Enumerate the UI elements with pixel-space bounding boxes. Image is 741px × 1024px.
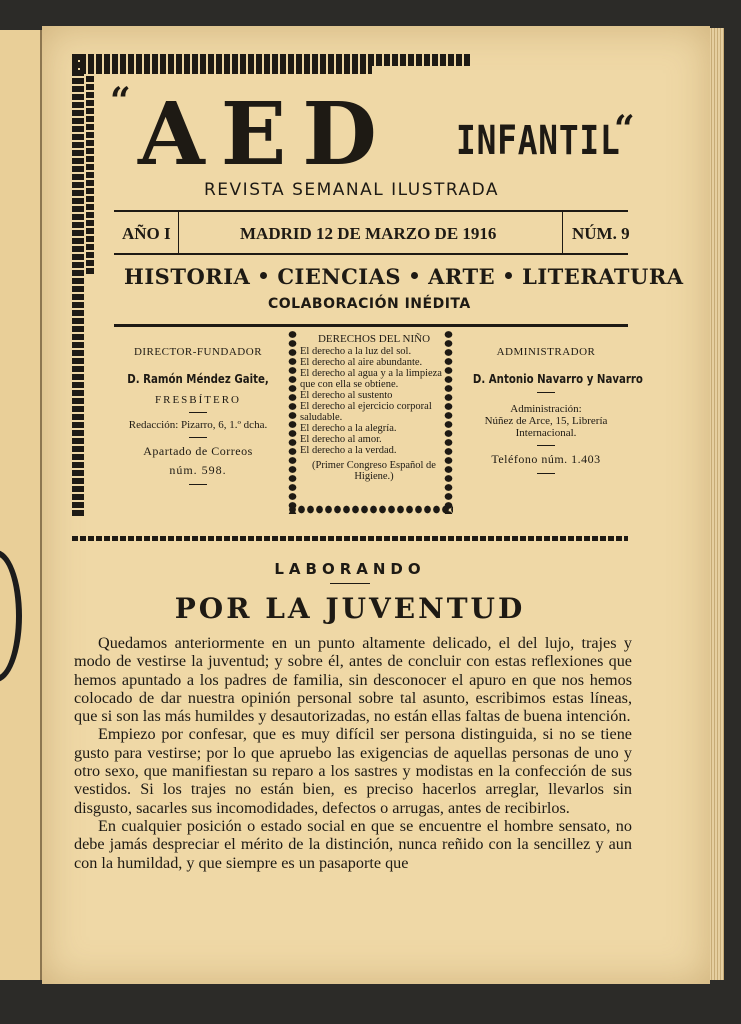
article-paragraph: Quedamos anteriormente en un punto altamente delicado, el del lujo, trajes y modo de vestirse la juventud; y sobre él, antes de concluir con estas reflexiones que hemos apuntado a los padres de familia, sin desconocer el apuro en que nos hemos colocado de dar nuestra opinión personal sobre tal asunto, escribimos estas líneas, que si son las más humildes y desautorizadas, no están ellas faltas de buena intención. <box>74 634 632 726</box>
issue-bar-divider-1 <box>178 212 179 253</box>
section-art: ARTE <box>428 264 496 289</box>
section-history: HISTORIA <box>124 264 251 289</box>
issue-bar-top-rule <box>114 210 628 212</box>
top-dotted-border-inner <box>72 66 372 74</box>
rights-item: El derecho al agua y a la limpieza que con ella se obtiene. <box>300 368 442 390</box>
administrator-column <box>460 346 643 480</box>
masthead-quote-close: “ <box>614 108 635 150</box>
left-dotted-border-inner <box>86 76 94 276</box>
article-body <box>74 634 632 872</box>
article-title: POR LA JUVENTUD <box>174 592 526 625</box>
rights-frame-left <box>288 330 297 514</box>
masthead-subtitle: INFANTIL <box>456 118 621 164</box>
divider <box>189 437 207 438</box>
masthead-quote-open: “ <box>110 80 131 122</box>
rights-source: (Primer Congreso Español de Higiene.) <box>312 460 436 482</box>
director-title: FRESBÍTERO <box>154 394 241 406</box>
section-bullet <box>505 272 512 279</box>
issue-year: AÑO I <box>122 224 171 243</box>
director-column <box>104 346 292 491</box>
divider <box>537 473 555 474</box>
divider <box>537 445 555 446</box>
rights-item: El derecho al ejercicio corporal saludable. <box>300 401 432 423</box>
admin-role: ADMINISTRADOR <box>496 346 596 358</box>
rights-item: El derecho a la alegría. <box>300 423 397 434</box>
article-kicker: LABORANDO <box>274 560 426 578</box>
collaboration-label: COLABORACIÓN INÉDITA <box>268 296 471 312</box>
admin-label: Administración: <box>510 403 582 415</box>
kicker-underline <box>330 583 370 584</box>
info-top-rule <box>114 324 628 327</box>
divider <box>537 392 555 393</box>
issue-number: NÚM. 9 <box>572 224 630 243</box>
rights-item: El derecho al amor. <box>300 434 382 445</box>
issue-date: MADRID 12 DE MARZO DE 1916 <box>240 224 497 243</box>
director-po-number: núm. 598. <box>169 463 227 477</box>
rights-item: El derecho a la luz del sol. <box>300 346 412 357</box>
director-office: Redacción: Pizarro, 6, 1.º dcha. <box>128 419 268 431</box>
admin-address: Núñez de Arce, 15, Librería Internacional. <box>484 415 608 439</box>
section-sciences: CIENCIAS <box>277 264 402 289</box>
header-bottom-border <box>72 536 628 541</box>
rights-item: El derecho a la verdad. <box>300 445 397 456</box>
section-bullet <box>411 272 418 279</box>
rights-title: DERECHOS DEL NIÑO <box>317 333 431 345</box>
section-bullet <box>260 272 267 279</box>
article-paragraph: En cualquier posición o estado social en que se encuentre el hombre sensato, no debe jamás despreciar el mérito de la distinción, nunca reñido con la sencillez y aun con la humildad, y que siempre es un pasaporte que <box>74 816 632 872</box>
sections-line <box>124 264 684 289</box>
section-literature: LITERATURA <box>522 264 684 289</box>
divider <box>189 412 207 413</box>
rights-item: El derecho al sustento <box>300 390 393 401</box>
masthead-title: AED <box>138 84 393 185</box>
divider <box>189 484 207 485</box>
admin-name: D. Antonio Navarro y Navarro <box>472 372 643 386</box>
director-name: D. Ramón Méndez Gaite, <box>127 372 269 386</box>
top-dotted-border <box>72 54 470 66</box>
issue-bar-divider-2 <box>562 212 563 253</box>
admin-phone: Teléfono núm. 1.403 <box>491 452 601 466</box>
left-dotted-border <box>72 54 84 516</box>
issue-bar-bottom-rule <box>114 253 628 255</box>
article-paragraph: Empiezo por confesar, que es muy difícil ser persona distinguida, si no se tiene gusto para vestirse; por lo que apruebo las exigencias de aquellas personas de uno y otro sexo, que manifiestan su reparo a los sastres y modistas en la confección de sus vestidos. Si los trajes no están bien, es preciso hacerlos arreglar, llevarlos sin disgusto, sacarles sus incomodidades, defectos o arrugas, antes de recibirlos. <box>74 725 632 817</box>
director-po-box: Apartado de Correos <box>143 444 253 458</box>
rights-box <box>300 334 448 482</box>
director-role: DIRECTOR-FUNDADOR <box>133 346 263 358</box>
rights-item: El derecho al aire abundante. <box>300 357 423 368</box>
masthead-tagline: REVISTA SEMANAL ILUSTRADA <box>204 180 500 200</box>
facing-page-edge <box>0 30 42 980</box>
rights-frame-bottom <box>288 505 453 514</box>
